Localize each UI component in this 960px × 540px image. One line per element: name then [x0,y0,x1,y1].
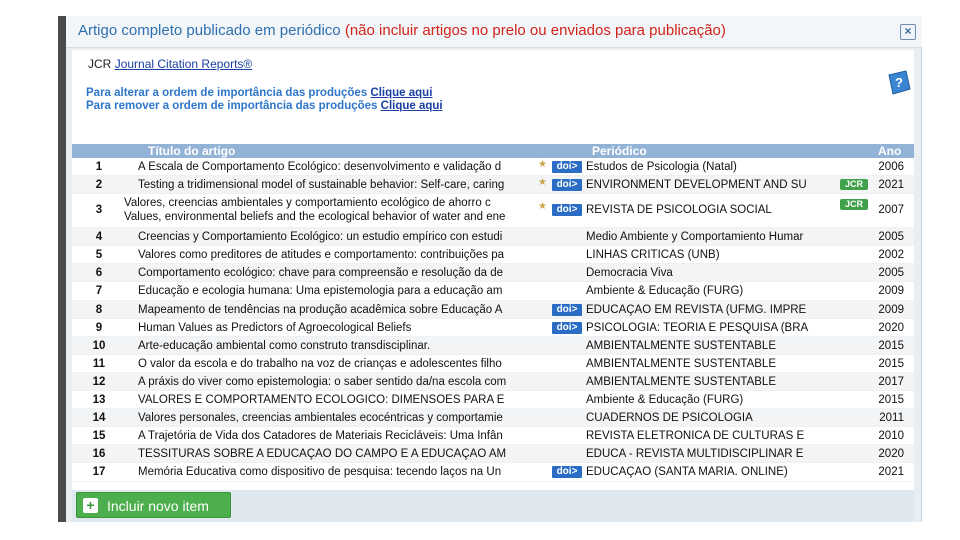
article-title[interactable] [138,430,538,442]
journal-name: CUADERNOS DE PSICOLOGIA [586,412,753,425]
star-icon: ★ [538,159,547,170]
publication-year: 2017 [878,375,904,388]
article-title-line: VALORES E COMPORTAMENTO ECOLÓGICO: DIMENSÕES PARA E [138,394,505,407]
article-title-line: A práxis do viver como epistemologia: o saber sentido da/na escola com [138,375,507,388]
publication-year: 2021 [878,466,904,479]
article-title-line: Creencias y Comportamiento Ecológico: un estudio empírico con estudi [138,231,503,244]
doi-link-icon[interactable]: doi> [552,204,582,216]
star-icon: ★ [538,177,547,189]
remove-order-line [86,100,443,112]
publication-year: 2011 [879,412,904,425]
table-row[interactable] [72,176,914,194]
jcr-badge[interactable]: JCR [840,199,868,210]
article-title-line: Human Values as Predictors of Agroecological Beliefs [138,321,412,334]
table-row[interactable] [72,463,914,481]
header-title[interactable]: Título do artigo [148,144,236,158]
article-title-line: Arte-educação ambiental como construto transdisciplinar. [138,339,431,352]
article-title[interactable] [138,412,538,424]
publication-year: 2002 [878,249,904,262]
row-number: 17 [92,466,106,479]
article-title[interactable] [138,340,538,352]
table-row[interactable] [72,228,914,246]
row-number: 14 [92,412,106,425]
table-row[interactable] [72,445,914,463]
article-title-line: Testing a tridimensional model of sustainable behavior: Self-care, caring [138,179,505,192]
dialog [66,16,922,522]
article-title-line: O valor da escola e do trabalho na voz de crianças e adolescentes filho [138,357,502,370]
article-title[interactable] [138,322,538,334]
table-row[interactable] [72,409,914,427]
publication-year: 2005 [878,231,904,244]
article-title[interactable] [138,448,538,460]
row-number: 5 [95,249,103,262]
star-icon: ★ [538,201,547,213]
doi-link-icon[interactable]: doi> [552,322,582,334]
jcr-link[interactable]: Journal Citation Reports® [114,57,253,71]
publication-year: 2015 [878,339,904,352]
publication-year: 2010 [878,430,904,443]
article-title-line: Valores como preditores de atitudes e comportamento: contribuições pa [138,249,505,262]
publication-year: 2009 [878,285,904,298]
row-number: 8 [95,303,103,316]
table-row[interactable] [72,337,914,355]
row-number: 2 [95,179,103,192]
publication-year: 2009 [878,303,904,316]
article-title-line: Memória Educativa como dispositivo de pesquisa: tecendo laços na Un [138,466,502,479]
article-title[interactable] [138,376,538,388]
table-body [72,158,914,482]
row-number: 13 [92,394,106,407]
table-row[interactable] [72,301,914,319]
article-title-line: TESSITURAS SOBRE A EDUCAÇÃO DO CAMPO E A EDUCAÇÃO AM [138,448,507,461]
remove-order-link[interactable]: Clique aqui [380,100,443,112]
header-year[interactable]: Ano [878,144,902,158]
journal-name: Ambiente & Educação (FURG) [586,285,744,298]
row-number: 9 [95,321,103,334]
article-title-line: A Trajetória de Vida dos Catadores de Materiais Recicláveis: Uma Infân [138,430,503,443]
table-row[interactable] [72,373,914,391]
doi-link-icon[interactable]: doi> [552,161,582,173]
dialog-title-main: Artigo completo publicado em periódico [78,22,341,39]
table-header [72,144,914,158]
article-title[interactable] [138,304,538,316]
journal-name: Estudos de Psicologia (Natal) [586,161,737,173]
table-row[interactable] [72,355,914,373]
jcr-line [88,57,252,71]
table-row[interactable] [72,391,914,409]
article-title[interactable] [138,249,538,261]
journal-name: REVISTA DE PSICOLOGIA SOCIAL [586,204,772,217]
close-icon[interactable]: × [900,24,916,40]
dialog-title-warning: (não incluir artigos no prelo ou enviados para publicação) [344,22,726,39]
article-title[interactable] [138,267,538,279]
dialog-titlebar [66,16,922,48]
article-title-line: A Escala de Comportamento Ecológico: desenvolvimento e validação d [138,161,502,173]
article-title[interactable] [138,466,538,478]
table-row[interactable] [72,194,914,228]
help-icon[interactable] [886,70,912,96]
table-row[interactable] [72,246,914,264]
articles-table [72,144,914,482]
row-number: 1 [95,161,103,173]
jcr-prefix: JCR [88,57,112,71]
journal-name: AMBIENTALMENTE SUSTENTABLE [586,339,776,352]
row-number: 15 [92,430,106,443]
table-row[interactable] [72,282,914,300]
journal-name: LINHAS CRÍTICAS (UNB) [586,249,720,262]
svg-text:?: ? [895,75,903,90]
publication-year: 2005 [878,267,904,280]
journal-name: EDUCAÇÃO (SANTA MARIA. ONLINE) [586,466,788,479]
publication-year: 2020 [878,321,904,334]
journal-name: ENVIRONMENT DEVELOPMENT AND SU [586,179,807,192]
dialog-footer [72,490,914,522]
row-number: 11 [92,357,106,370]
publication-year: 2015 [878,357,904,370]
dialog-panel [72,50,914,522]
alter-order-link[interactable]: Clique aqui [370,87,433,99]
table-row[interactable] [72,319,914,337]
article-title-line: Mapeamento de tendências na produção acadêmica sobre Educação A [138,303,503,316]
journal-name: AMBIENTALMENTE SUSTENTABLE [586,357,776,370]
article-title[interactable] [138,179,538,191]
row-number: 7 [95,285,103,298]
window-edge [58,16,66,522]
article-title-line-2: Values, environmental beliefs and the ecological behavior of water and ene [124,211,506,224]
table-row[interactable] [72,264,914,282]
article-title[interactable] [124,196,524,224]
journal-name: EDUCAÇÃO EM REVISTA (UFMG. IMPRE [586,303,807,316]
row-number: 4 [95,231,103,244]
remove-order-text: Para remover a ordem de importância das produções [86,100,378,112]
plus-icon: + [83,498,98,513]
doi-link-icon[interactable]: doi> [552,179,582,191]
publication-year: 2020 [878,448,904,461]
alter-order-line [86,87,432,99]
dialog-title [78,22,726,39]
row-number: 16 [92,448,106,461]
row-number: 3 [95,204,103,217]
journal-name: AMBIENTALMENTE SUSTENTABLE [586,375,776,388]
article-title-line: Valores personales, creencias ambientales ecocéntricas y comportamie [138,412,503,425]
jcr-badge[interactable]: JCR [840,179,868,190]
article-title-line: Educação e ecologia humana: Uma epistemologia para a educação am [138,285,503,298]
publication-year: 2021 [878,179,904,192]
article-title-line: Valores, creencias ambientales y comportamiento ecológico de ahorro c [124,197,491,210]
row-number: 12 [92,375,106,388]
journal-name: PSICOLOGIA: TEORIA E PESQUISA (BRA [586,321,809,334]
article-title[interactable] [138,231,538,243]
publication-year: 2015 [878,394,904,407]
journal-name: Medio Ambiente y Comportamiento Humar [586,231,804,244]
table-row[interactable] [72,427,914,445]
row-number: 6 [95,267,103,280]
journal-name: REVISTA ELETRÔNICA DE CULTURAS E [586,430,805,443]
add-item-label: Incluir novo item [107,498,209,514]
doi-link-icon[interactable]: doi> [552,466,582,478]
article-title[interactable] [138,358,538,370]
journal-name: EDUCA - REVISTA MULTIDISCIPLINAR E [586,448,804,461]
article-title[interactable] [138,394,538,406]
header-journal[interactable]: Periódico [592,144,647,158]
article-title[interactable] [138,285,538,297]
publication-year: 2007 [878,204,904,217]
add-item-button[interactable] [76,492,231,518]
doi-link-icon[interactable]: doi> [552,304,582,316]
article-title-line: Comportamento ecológico: chave para compreensão e resolução da de [138,267,504,280]
article-title[interactable] [138,161,538,173]
alter-order-text: Para alterar a ordem de importância das produções [86,87,368,99]
row-number: 10 [92,339,106,352]
journal-name: Democracia Viva [586,267,673,280]
journal-name: Ambiente & Educação (FURG) [586,394,744,407]
publication-year: 2006 [878,161,904,173]
table-row[interactable] [72,158,914,176]
